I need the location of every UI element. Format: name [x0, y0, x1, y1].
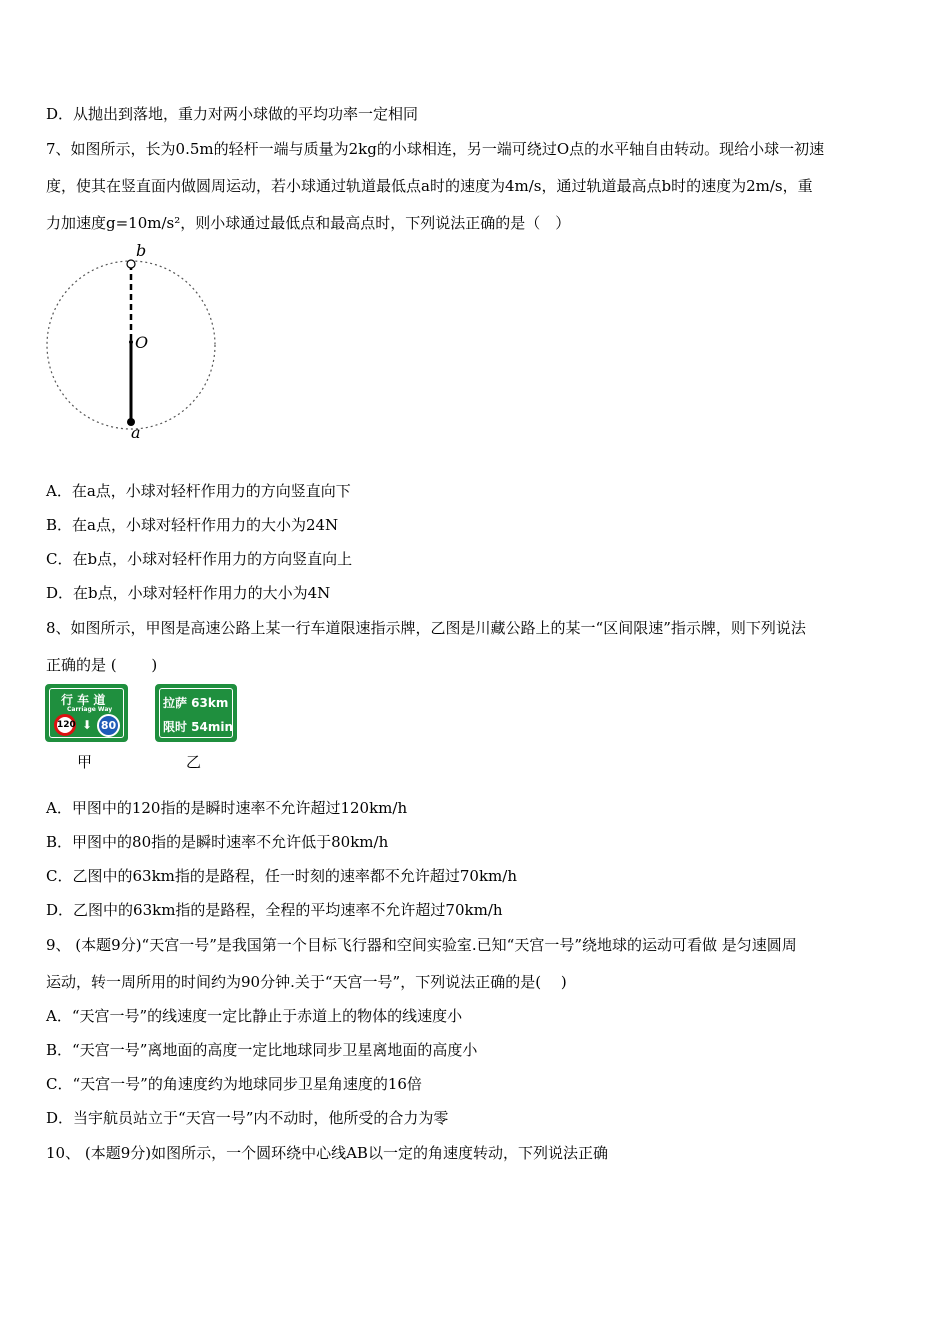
sign-yi-row2: 限时 54min [163, 720, 234, 734]
caption-jia: 甲 [77, 753, 93, 771]
speed-min-badge: 80 [97, 714, 120, 737]
caption-yi: 乙 [186, 753, 202, 771]
speed-max-badge: 120 [54, 714, 76, 736]
q8-option-b: B．甲图中的80指的是瞬时速率不允许低于80km/h [46, 833, 389, 851]
q9-option-c: C．“天宫一号”的角速度约为地球同步卫星角速度的16倍 [46, 1075, 422, 1093]
label-o: O [135, 333, 149, 352]
down-arrow-icon: ⬇ [82, 718, 93, 732]
point-o-pivot [129, 340, 133, 344]
carriage-way-sign [45, 684, 128, 742]
q7-stem-line2: 度，使其在竖直面内做圆周运动，若小球通过轨道最低点a时的速度为4m/s，通过轨道最高点b时的速度为2m/s，重 [46, 177, 813, 195]
q9-stem-line2: 运动，转一周所用的时间约为90分钟.关于“天宫一号”，下列说法正确的是( ) [46, 973, 567, 991]
interval-speed-sign [155, 684, 237, 742]
q9-option-b: B．“天宫一号”离地面的高度一定比地球同步卫星离地面的高度小 [46, 1041, 478, 1059]
q6-option-d: D．从抛出到落地，重力对两小球做的平均功率一定相同 [46, 105, 419, 123]
q8-option-a: A．甲图中的120指的是瞬时速率不允许超过120km/h [46, 799, 408, 817]
sign-yi-row1: 拉萨 63km [163, 696, 229, 710]
q7-stem-line1: 7、如图所示，长为0.5m的轻杆一端与质量为2kg的小球相连，另一端可绕过O点的水平轴自由转动。现给小球一初速 [46, 140, 825, 158]
circular-motion-diagram [40, 242, 230, 447]
q7-stem-line3: 力加速度g=10m/s²，则小球通过最低点和最高点时，下列说法正确的是（ ） [46, 214, 571, 232]
q9-option-a: A．“天宫一号”的线速度一定比静止于赤道上的物体的线速度小 [46, 1007, 463, 1025]
q7-option-b: B．在a点，小球对轻杆作用力的大小为24N [46, 516, 339, 534]
q7-option-c: C．在b点，小球对轻杆作用力的方向竖直向上 [46, 550, 353, 568]
label-a: a [131, 423, 141, 442]
q7-option-d: D．在b点，小球对轻杆作用力的大小为4N [46, 584, 331, 602]
q8-stem-line1: 8、如图所示，甲图是高速公路上某一行车道限速指示牌，乙图是川藏公路上的某一“区间限速”指示牌，则下列说法 [46, 619, 806, 637]
q8-option-d: D．乙图中的63km指的是路程，全程的平均速率不允许超过70km/h [46, 901, 503, 919]
label-b: b [136, 242, 147, 260]
q8-stem-line2: 正确的是 ( ) [46, 656, 158, 674]
sign-jia-title: 行 车 道 [61, 693, 106, 707]
q8-option-c: C．乙图中的63km指的是路程，任一时刻的速率都不允许超过70km/h [46, 867, 517, 885]
q10-stem-line1: 10、 (本题9分)如图所示，一个圆环绕中心线AB以一定的角速度转动，下列说法正确 [46, 1144, 608, 1162]
q9-option-d: D．当宇航员站立于“天宫一号”内不动时，他所受的合力为零 [46, 1109, 449, 1127]
point-b-ball [127, 260, 135, 268]
sign-jia-subtitle: Carriage Way [67, 706, 113, 713]
q9-stem-line1: 9、 (本题9分)“天宫一号”是我国第一个目标飞行器和空间实验室.已知“天宫一号”绕地球的运动可看做 是匀速圆周 [46, 936, 797, 954]
q7-option-a: A．在a点，小球对轻杆作用力的方向竖直向下 [46, 482, 351, 500]
